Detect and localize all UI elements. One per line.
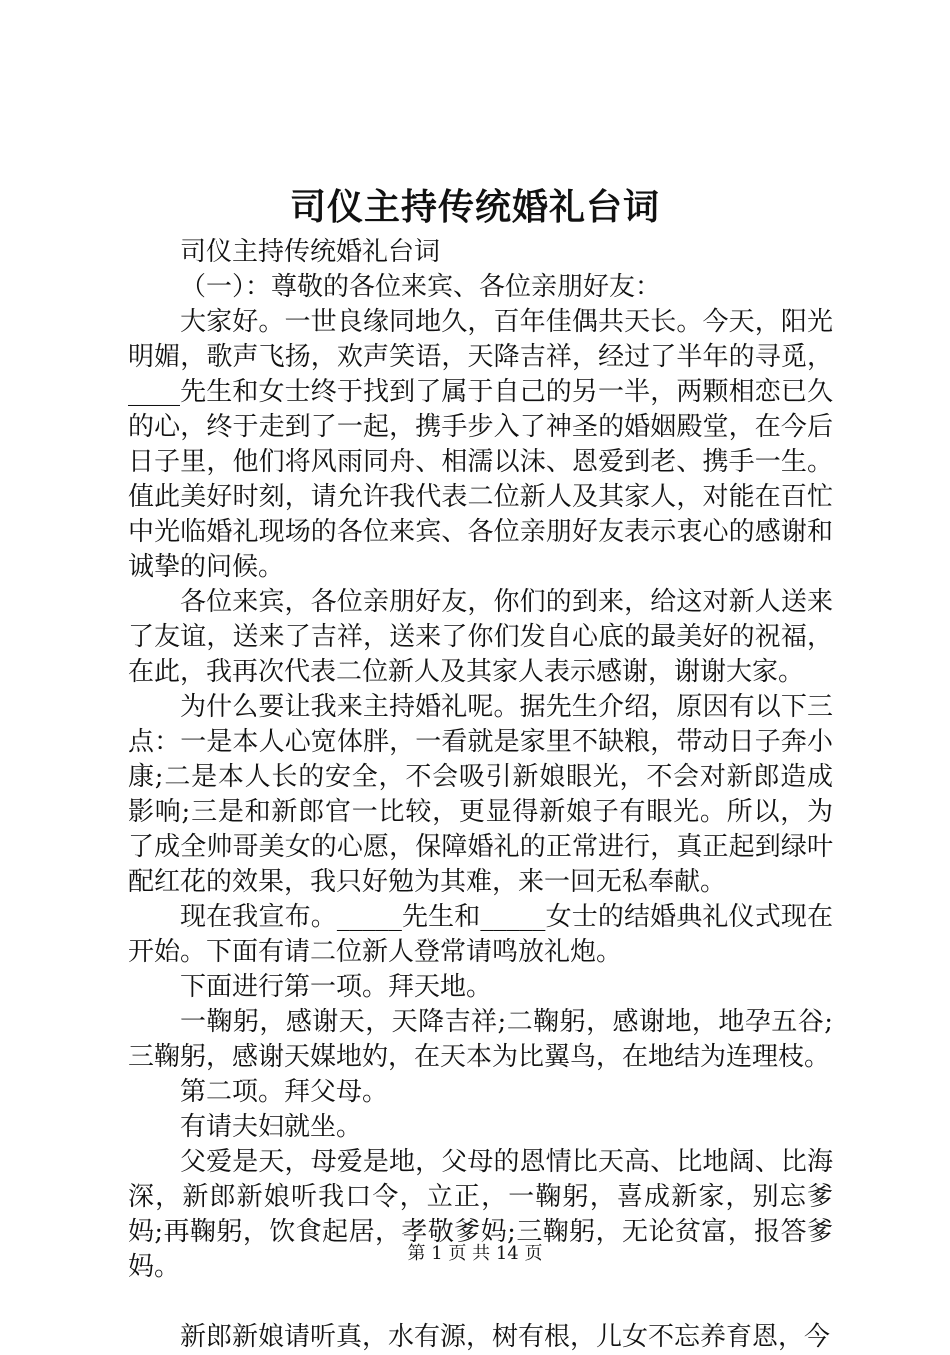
paragraph-heading: 司仪主持传统婚礼台词 xyxy=(180,237,441,267)
paragraph-thanks: 各位来宾，各位亲朋好友，你们的到来，给这对新人送来了友谊，送来了吉祥，送来了你们发自心底的最美好的祝福，在此，我再次代表二位新人及其家人表示感谢，谢谢大家。 xyxy=(128,587,833,687)
paragraph-bows-parents: 父爱是天，母爱是地，父母的恩情比天高、比地阔、比海深，新郎新娘听我口令，立正，一鞠躬，喜成新家，别忘爹妈;再鞠躬，饮食起居，孝敬爹妈;三鞠躬，无论贫富，报答爹妈。 xyxy=(128,1147,833,1282)
paragraph-closing: 新郎新娘请听真，水有源，树有根，儿女不忘养育恩，今 xyxy=(180,1322,831,1352)
page-footer: 第 1 页 共 14 页 xyxy=(407,1243,543,1264)
paragraph-item-one: 下面进行第一项。拜天地。 xyxy=(180,972,493,1002)
paragraph-salutation: （一）：尊敬的各位来宾、各位亲朋好友： xyxy=(180,272,662,302)
paragraph-bows-heaven-earth: 一鞠躬，感谢天，天降吉祥;二鞠躬，感谢地，地孕五谷;三鞠躬，感谢天媒地妁，在天本为比翼鸟，在地结为连理枝。 xyxy=(128,1007,833,1072)
paragraph-host-intro: 为什么要让我来主持婚礼呢。据先生介绍，原因有以下三点：一是本人心宽体胖，一看就是家里不缺粮，带动日子奔小康;二是本人长的安全，不会吸引新娘眼光，不会对新郎造成影响;三是和新郎官一比较，更显得新娘子有眼光。所以，为了成全帅哥美女的心愿，保障婚礼的正常进行，真正起到绿叶配红花的效果，我只好勉为其难，来一回无私奉献。 xyxy=(128,692,833,897)
document-title: 司仪主持传统婚礼台词 xyxy=(289,186,660,228)
paragraph-item-two: 第二项。拜父母。 xyxy=(180,1077,389,1107)
paragraph-announcement: 现在我宣布。_____先生和_____女士的结婚典礼仪式现在开始。下面有请二位新人登常请鸣放礼炮。 xyxy=(128,902,833,967)
document-body xyxy=(128,235,833,1355)
paragraph-opening: 大家好。一世良缘同地久，百年佳偶共天长。今天，阳光明媚，歌声飞扬，欢声笑语，天降吉祥，经过了半年的寻觅，____先生和女士终于找到了属于自己的另一半，两颗相恋已久的心，终于走到了一起，携手步入了神圣的婚姻殿堂，在今后日子里，他们将风雨同舟、相濡以沫、恩爱到老、携手一生。值此美好时刻，请允许我代表二位新人及其家人，对能在百忙中光临婚礼现场的各位来宾、各位亲朋好友表示衷心的感谢和诚挚的问候。 xyxy=(128,307,833,582)
paragraph-parents-seated: 有请夫妇就坐。 xyxy=(180,1112,363,1142)
